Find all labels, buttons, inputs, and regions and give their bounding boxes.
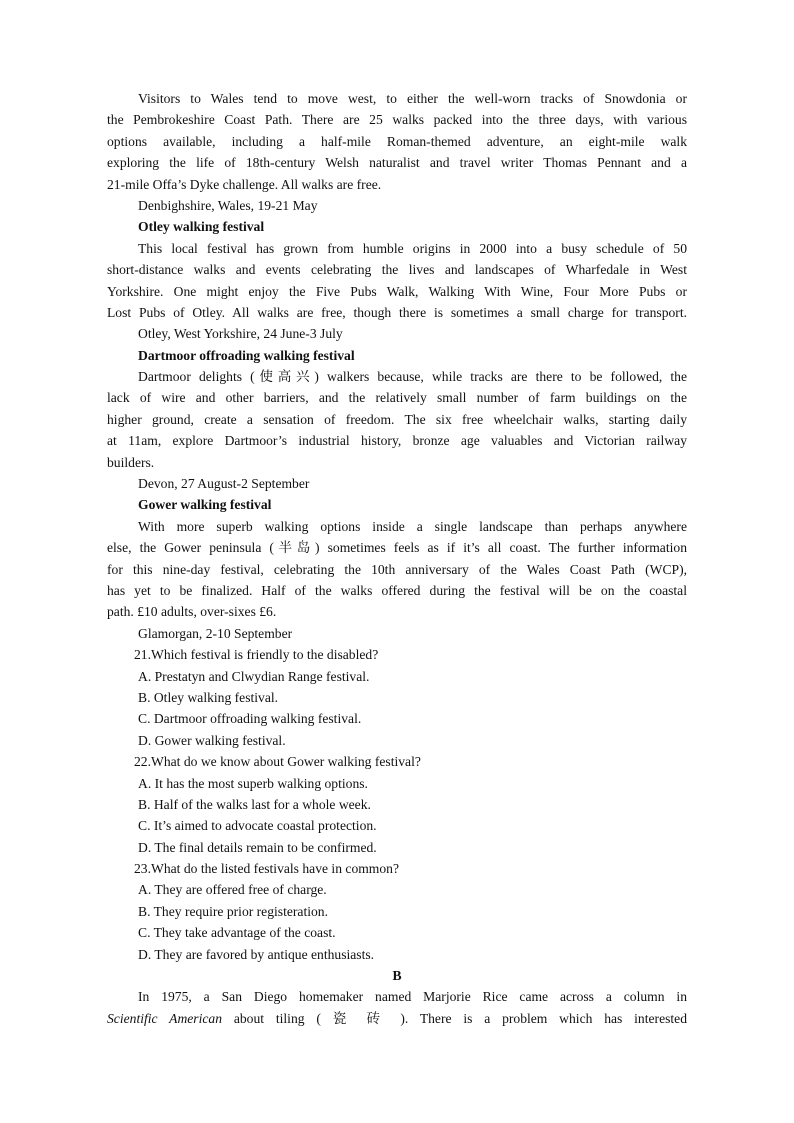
paragraph-line bbox=[107, 1008, 687, 1029]
paragraph-line: In 1975, a San Diego homemaker named Marjorie Rice came across a column in bbox=[138, 989, 687, 1005]
paragraph-line: higher ground, create a sensation of freedom. The six free wheelchair walks, starting daily bbox=[107, 411, 687, 427]
answer-option: C. They take advantage of the coast. bbox=[138, 925, 336, 941]
answer-option: D. Gower walking festival. bbox=[138, 732, 286, 748]
paragraph-line: This local festival has grown from humble origins in 2000 into a busy schedule of 50 bbox=[138, 240, 687, 256]
paragraph-line: options available, including a half-mile Roman-themed adventure, an eight-mile walk bbox=[107, 133, 687, 149]
paragraph-line: Lost Pubs of Otley. All walks are free, though there is sometimes a small charge for transport. bbox=[107, 304, 687, 320]
paragraph-line: else, the Gower peninsula (半岛) sometimes feels as if it’s all coast. The further information bbox=[107, 540, 687, 556]
paragraph-line: exploring the life of 18th-century Welsh naturalist and travel writer Thomas Pennant and a bbox=[107, 155, 687, 171]
paragraph-line: Visitors to Wales tend to move west, to either the well-worn tracks of Snowdonia or bbox=[138, 91, 687, 106]
paragraph-line: Yorkshire. One might enjoy the Five Pubs Walk, Walking With Wine, Four More Pubs or bbox=[107, 283, 687, 299]
festival-location: Denbighshire, Wales, 19-21 May bbox=[138, 197, 318, 213]
answer-option: A. It has the most superb walking options. bbox=[138, 775, 368, 791]
answer-option: B. Half of the walks last for a whole week. bbox=[138, 796, 371, 812]
festival-location: Glamorgan, 2-10 September bbox=[138, 625, 293, 641]
question-stem: 23.What do the listed festivals have in common? bbox=[134, 861, 400, 877]
paragraph-line: builders. bbox=[107, 454, 155, 470]
paragraph-line: Dartmoor delights (使高兴) walkers because, while tracks are there to be followed, the bbox=[138, 369, 687, 385]
answer-option: D. The final details remain to be confirmed. bbox=[138, 839, 377, 855]
question-stem: 21.Which festival is friendly to the disabled? bbox=[134, 647, 379, 663]
paragraph-text: about tiling ( 瓷 砖 ). There is a problem which has interested bbox=[233, 1010, 687, 1026]
festival-location: Devon, 27 August-2 September bbox=[138, 476, 310, 492]
festival-location: Otley, West Yorkshire, 24 June-3 July bbox=[138, 326, 343, 342]
paragraph-line: short-distance walks and events celebrating the lives and landscapes of Wharfedale in West bbox=[107, 262, 687, 278]
section-heading: B bbox=[392, 968, 402, 984]
question-stem: 22.What do we know about Gower walking festival? bbox=[134, 754, 421, 770]
journal-title: Scientific American bbox=[107, 1010, 222, 1026]
paragraph-line: at 11am, explore Dartmoor’s industrial history, bronze age valuables and Victorian railway bbox=[107, 433, 687, 449]
answer-option: A. Prestatyn and Clwydian Range festival. bbox=[138, 668, 370, 684]
answer-option: C. It’s aimed to advocate coastal protection. bbox=[138, 818, 377, 834]
answer-option: B. Otley walking festival. bbox=[138, 689, 279, 705]
answer-option: C. Dartmoor offroading walking festival. bbox=[138, 711, 362, 727]
answer-option: B. They require prior registeration. bbox=[138, 903, 329, 919]
paragraph-line: has yet to be finalized. Half of the walks offered during the festival will be on the coastal bbox=[107, 582, 687, 598]
paragraph-line: lack of wire and other barriers, and the relatively small number of farm buildings on the bbox=[107, 390, 687, 406]
paragraph-line: for this nine-day festival, celebrating the 10th anniversary of the Wales Coast Path (WCP), bbox=[107, 561, 687, 577]
page-content bbox=[107, 88, 687, 1029]
festival-title: Gower walking festival bbox=[138, 497, 272, 513]
festival-title: Otley walking festival bbox=[138, 219, 265, 235]
answer-option: A. They are offered free of charge. bbox=[138, 882, 327, 898]
paragraph-line: 21-mile Offa’s Dyke challenge. All walks are free. bbox=[107, 176, 382, 192]
paragraph-line: path. £10 adults, over-sixes £6. bbox=[107, 604, 277, 620]
paragraph-line: the Pembrokeshire Coast Path. There are 25 walks packed into the three days, with various bbox=[107, 112, 687, 128]
festival-title: Dartmoor offroading walking festival bbox=[138, 347, 355, 363]
paragraph-line: With more superb walking options inside a single landscape than perhaps anywhere bbox=[138, 518, 687, 534]
answer-option: D. They are favored by antique enthusiasts. bbox=[138, 946, 375, 962]
